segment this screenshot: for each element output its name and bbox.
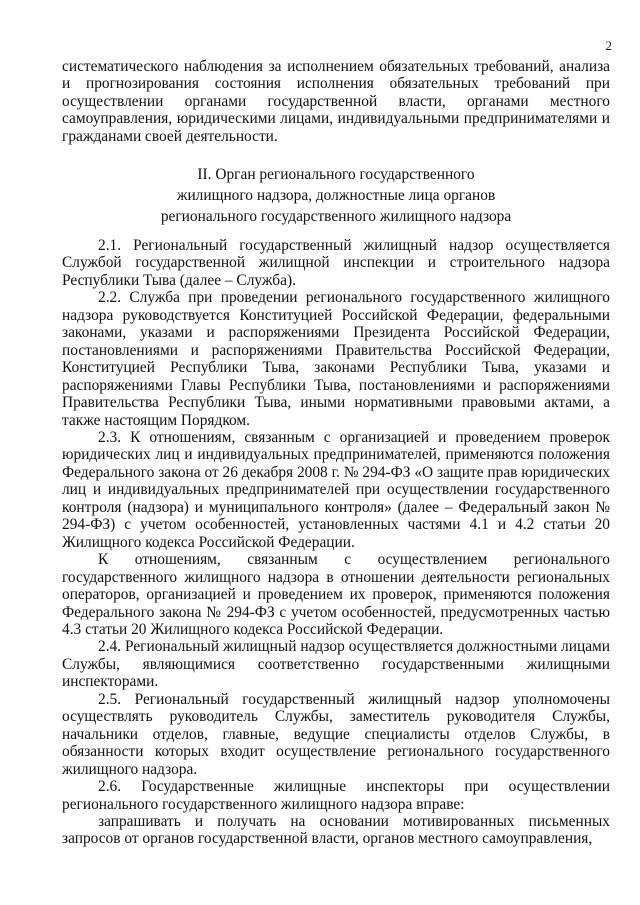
paragraph-2-3-continued: К отношениям, связанным с осуществлением регионального государственного жилищного надзора в отношении деятельности региональных операторов, организацией и проведением их проверок, применяются положения Федерального закона № 294-ФЗ с учетом особенностей, предусмотренных частью 4.3 статьи 20 Жилищного кодекса Российской Федерации. (62, 551, 610, 638)
paragraph-2-6: 2.6. Государственные жилищные инспекторы при осуществлении регионального государственного жилищного надзора вправе: (62, 778, 610, 813)
paragraph-2-4: 2.4. Региональный жилищный надзор осуществляется должностными лицами Службы, являющимися соответственно государственными жилищными инспекторами. (62, 638, 610, 691)
paragraph-2-2: 2.2. Служба при проведении регионального государственного жилищного надзора руководствуется Конституцией Российской Федерации, федеральными законами, указами и распоряжениями Президента Российской Федерации, постановлениями и распоряжениями Правительства Российской Федерации, Конституцией Республики Тыва, законами Республики Тыва, указами и распоряжениями Главы Республики Тыва, постановлениями и распоряжениями Правительства Республики Тыва, иными нормативными правовыми актами, а также настоящим Порядком. (62, 289, 610, 429)
section-heading-line-3: регионального государственного жилищного надзора (160, 208, 512, 225)
paragraph-2-1: 2.1. Региональный государственный жилищный надзор осуществляется Службой государственной жилищной инспекции и строительного надзора Республики Тыва (далее – Служба). (62, 237, 610, 289)
page-number: 2 (605, 38, 612, 53)
intro-paragraph: систематического наблюдения за исполнением обязательных требований, анализа и прогнозирования состояния исполнения обязательных требований при осуществлении органами государственной власти, органами местного самоуправления, юридическими лицами, индивидуальными предпринимателями и гражданами своей деятельности. (62, 58, 610, 145)
section-body (62, 237, 610, 848)
section-heading-line-2: жилищного надзора, должностные лица органов (176, 187, 496, 204)
section-heading (62, 164, 610, 227)
section-heading-line-1: II. Орган регионального государственного (197, 166, 475, 183)
paragraph-2-5: 2.5. Региональный государственный жилищный надзор уполномочены осуществлять руководитель Службы, заместитель руководителя Службы, начальники отделов, главные, ведущие специалисты отделов Службы, в обязанности которых входит осуществление регионального государственного жилищного надзора. (62, 690, 610, 778)
paragraph-2-6-item: запрашивать и получать на основании мотивированных письменных запросов от органов государственной власти, органов местного самоуправления, (62, 812, 610, 848)
paragraph-2-3: 2.3. К отношениям, связанным с организацией и проведением проверок юридических лиц и индивидуальных предпринимателей, применяются положения Федерального закона от 26 декабря 2008 г. № 294-ФЗ «О защите прав юридических лиц и индивидуальных предпринимателей при осуществлении государственного контроля (надзора) и муниципального контроля» (далее – Федеральный закон № 294-ФЗ) с учетом особенностей, установленных частями 4.1 и 4.2 статьи 20 Жилищного кодекса Российской Федерации. (62, 428, 610, 551)
